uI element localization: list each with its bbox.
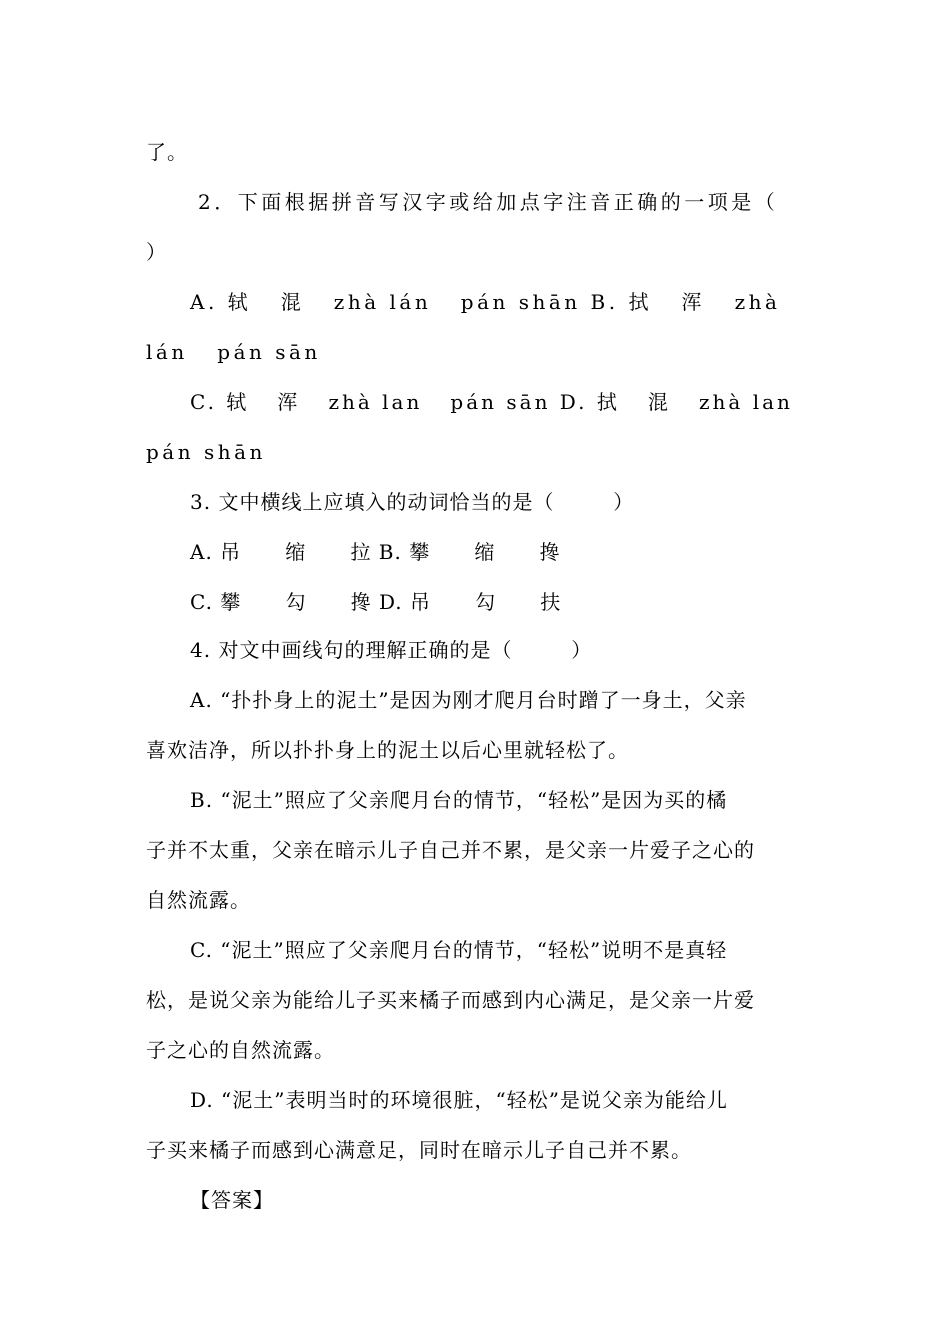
option-line: lán pán sān [146, 340, 321, 364]
question-3: 3. 文中横线上应填入的动词恰当的是（ ） [190, 490, 635, 514]
option-line: A. “扑扑身上的泥土”是因为刚才爬月台时蹭了一身土，父亲 [190, 688, 747, 712]
option-line: C. 攀 勾 搀 D. 吊 勾 扶 [190, 590, 562, 614]
text-line: 子买来橘子而感到心满意足，同时在暗示儿子自己并不累。 [146, 1138, 692, 1162]
question-4: 4. 对文中画线句的理解正确的是（ ） [190, 638, 593, 662]
option-line: pán shān [146, 440, 266, 464]
text-line: 自然流露。 [146, 888, 251, 912]
question-2: 2．下面根据拼音写汉字或给加点字注音正确的一项是（ [198, 190, 779, 214]
option-line: D. “泥土”表明当时的环境很脏，“轻松”是说父亲为能给儿 [190, 1088, 728, 1112]
text-line: 喜欢洁净，所以扑扑身上的泥土以后心里就轻松了。 [146, 738, 629, 762]
text-line: 松，是说父亲为能给儿子买来橘子而感到内心满足，是父亲一片爱 [146, 988, 755, 1012]
text-line: 子之心的自然流露。 [146, 1038, 335, 1062]
option-line: C. 轼 浑 zhà lan pán sān D. 拭 混 zhà lan [190, 390, 793, 414]
option-line: A. 吊 缩 拉 B. 攀 缩 搀 [190, 540, 561, 564]
answer-heading: 【答案】 [190, 1188, 274, 1212]
option-line: B. “泥土”照应了父亲爬月台的情节，“轻松”是因为买的橘 [190, 788, 728, 812]
option-line: A. 轼 混 zhà lán pán shān B. 拭 浑 zhà [190, 290, 781, 314]
text-line: ） [146, 240, 167, 264]
text-line: 了。 [146, 140, 188, 164]
text-line: 子并不太重，父亲在暗示儿子自己并不累，是父亲一片爱子之心的 [146, 838, 755, 862]
option-line: C. “泥土”照应了父亲爬月台的情节，“轻松”说明不是真轻 [190, 938, 728, 962]
